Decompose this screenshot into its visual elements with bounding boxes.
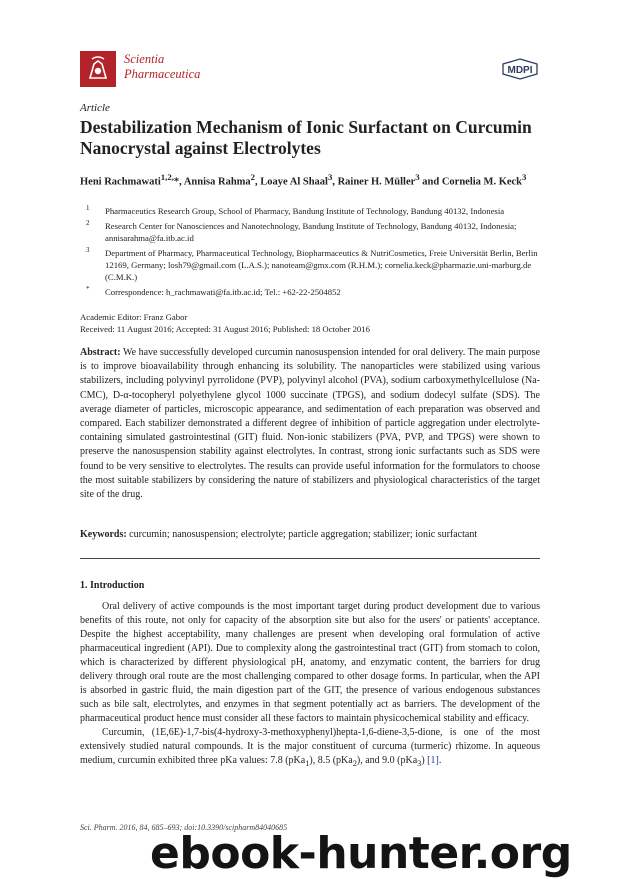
author-affiliation-marker: 3: [522, 172, 527, 182]
keywords-label: Keywords:: [80, 529, 127, 540]
journal-name-line1: Scientia: [124, 52, 165, 66]
affiliation-text: Correspondence: h_rachmawati@fa.itb.ac.id; Tel.: +62-22-2504852: [105, 287, 341, 297]
affiliation-number: 1: [86, 204, 90, 212]
author-affiliation-marker: 1,2,: [160, 172, 174, 182]
article-title: Destabilization Mechanism of Ionic Surfactant on Curcumin Nanocrystal against Electrolytes: [80, 117, 532, 158]
affiliation-number: 3: [86, 246, 90, 254]
journal-logo: [80, 51, 116, 87]
affiliation-number: *: [86, 285, 90, 293]
academic-editor: Academic Editor: Franz Gabor: [80, 312, 188, 322]
author-affiliation-marker: 3: [415, 172, 420, 182]
page-footer-citation: Sci. Pharm. 2016, 84, 685–693; doi:10.3390/scipharm84040685: [80, 823, 288, 832]
keywords: [80, 528, 540, 542]
author-name: Cornelia M. Keck: [441, 176, 523, 188]
author-name: Annisa Rahma: [183, 176, 251, 188]
keywords-text: curcumin; nanosuspension; electrolyte; particle aggregation; stabilizer; ionic surfactant: [129, 529, 478, 540]
affiliation-item: [80, 220, 545, 244]
introduction-body: [80, 600, 540, 771]
author-affiliation-marker: 3: [327, 172, 333, 182]
mdpi-logo-icon: [501, 58, 539, 80]
affiliation-item: [80, 286, 545, 298]
journal-logo-icon: [80, 51, 116, 87]
abstract-text: We have successfully developed curcumin nanosuspension intended for oral delivery. The main purpose is to improve bioavailability through enhancing its solubility. The nanoparticles were stabilized using various stabilizers, including polyvinyl pyrrolidone (PVP), polyvinyl alcohol (PVA), sodium carboxymethylcellulose (Na-CMC), D-α-tocopheryl polyethylene glycol 1000 succinate (TPGS), and sodium dodecyl sulfate (SDS). The average diameter of particles, microscopic appearance, and sedimentation of each preparation was observed and compared. Each stabilizer demonstrated a different degree of inhibition of particle aggregation under electrolyte-containing simulated gastrointestinal (GIT) fluid. Non-ionic stabilizers (PVA, PVP, and TPGS) were shown to preserve the nanosuspension stability against electrolytes. In contrast, strong ionic surfactants such as SDS were found to be very sensitive to electrolytes. The results can provide useful information for the formulators to choose the most suitable stabilizers by considering the nature of stabilizers and physiological characteristics of the target site of the drug.: [80, 347, 540, 501]
author-name: Heni Rachmawati: [80, 176, 161, 188]
affiliation-item: [80, 247, 545, 283]
affiliation-list: [80, 205, 545, 301]
section-heading-introduction: 1. Introduction: [80, 580, 145, 591]
author-name: Rainer H. Müller: [337, 176, 416, 188]
journal-name: [124, 52, 200, 82]
mdpi-logo-text: MDPI: [507, 65, 533, 76]
abstract-label: Abstract:: [80, 347, 121, 358]
reference-link[interactable]: [1]: [427, 755, 439, 766]
watermark: ebook-hunter.org: [150, 828, 572, 879]
affiliation-text: Pharmaceutics Research Group, School of Pharmacy, Bandung Institute of Technology, Bandung 40132, Indonesia: [105, 206, 505, 216]
corresponding-author-marker: *: [173, 176, 180, 188]
author-list: Heni Rachmawati$^{1,2,}$*, Annisa Rahma$^2$, Loaye Al Shaal$^3$, Rainer H. Müller$^3$ and Cornelia M. Keck$^3$: [80, 172, 527, 188]
author-name: Loaye Al Shaal: [260, 176, 328, 188]
affiliation-text: Department of Pharmacy, Pharmaceutical Technology, Biopharmaceutics & NutriCosmetics, Freie Universität Berlin, Berlin 12169, Germany; losh79@gmail.com (L.A.S.); nanoteam@gmx.com (R.H.M.); cornelia.keck@pharmazie.uni-marburg.de (C.M.K.): [105, 248, 538, 282]
section-divider: [80, 558, 540, 559]
abstract: [80, 346, 540, 502]
article-type: Article: [80, 102, 110, 114]
intro-paragraph-1: Oral delivery of active compounds is the most important target during product development due to various benefits of this route, not only for capacity of the absorption site but also for the users' or patients' acceptance. Despite the highest acceptability, many challenges are present when developing oral formulation of active pharmaceutical ingredient (API). Due to complexity along the gastrointestinal tract (GIT) from stomach to colon, which is characterized by different physiological pH, anatomy, and enzymatic content, the barriers for drug delivery through oral route are the most challenging compared to other dosage forms. In particular, when the API is absorbed in gastric fluid, the main digestion part of the GIT, the presence of various endogenous substances such as bile salt, electrolytes, and enzymes in that segment potentially act as barriers. The development of the pharmaceutical product hence must consider all these factors to maintain physicochemical stability and efficacy.: [80, 601, 540, 724]
article-dates: [80, 311, 540, 335]
publication-dates: Received: 11 August 2016; Accepted: 31 August 2016; Published: 18 October 2016: [80, 324, 370, 334]
journal-name-line2: Pharmaceutica: [124, 67, 201, 81]
affiliation-number: 2: [86, 219, 90, 227]
author-affiliation-marker: 2: [250, 172, 256, 182]
affiliation-text: Research Center for Nanosciences and Nanotechnology, Bandung Institute of Technology, Bandung 40132, Indonesia; annisarahma@fa.itb.ac.id: [105, 221, 517, 243]
intro-paragraph-2: Curcumin, (1E,6E)-1,7-bis(4-hydroxy-3-methoxyphenyl)hepta-1,6-diene-3,5-dione, is one of the most extensively studied natural compounds. It is the major constituent of curcuma (turmeric) rhizome. In aqueous medium, curcumin exhibited three pKa values: 7.8 (pKa$_1$), 8.5 (pKa$_2$), and 9.0 (pKa$_3$) [1].: [80, 727, 540, 768]
mdpi-logo: [501, 58, 539, 85]
affiliation-item: [80, 205, 545, 217]
